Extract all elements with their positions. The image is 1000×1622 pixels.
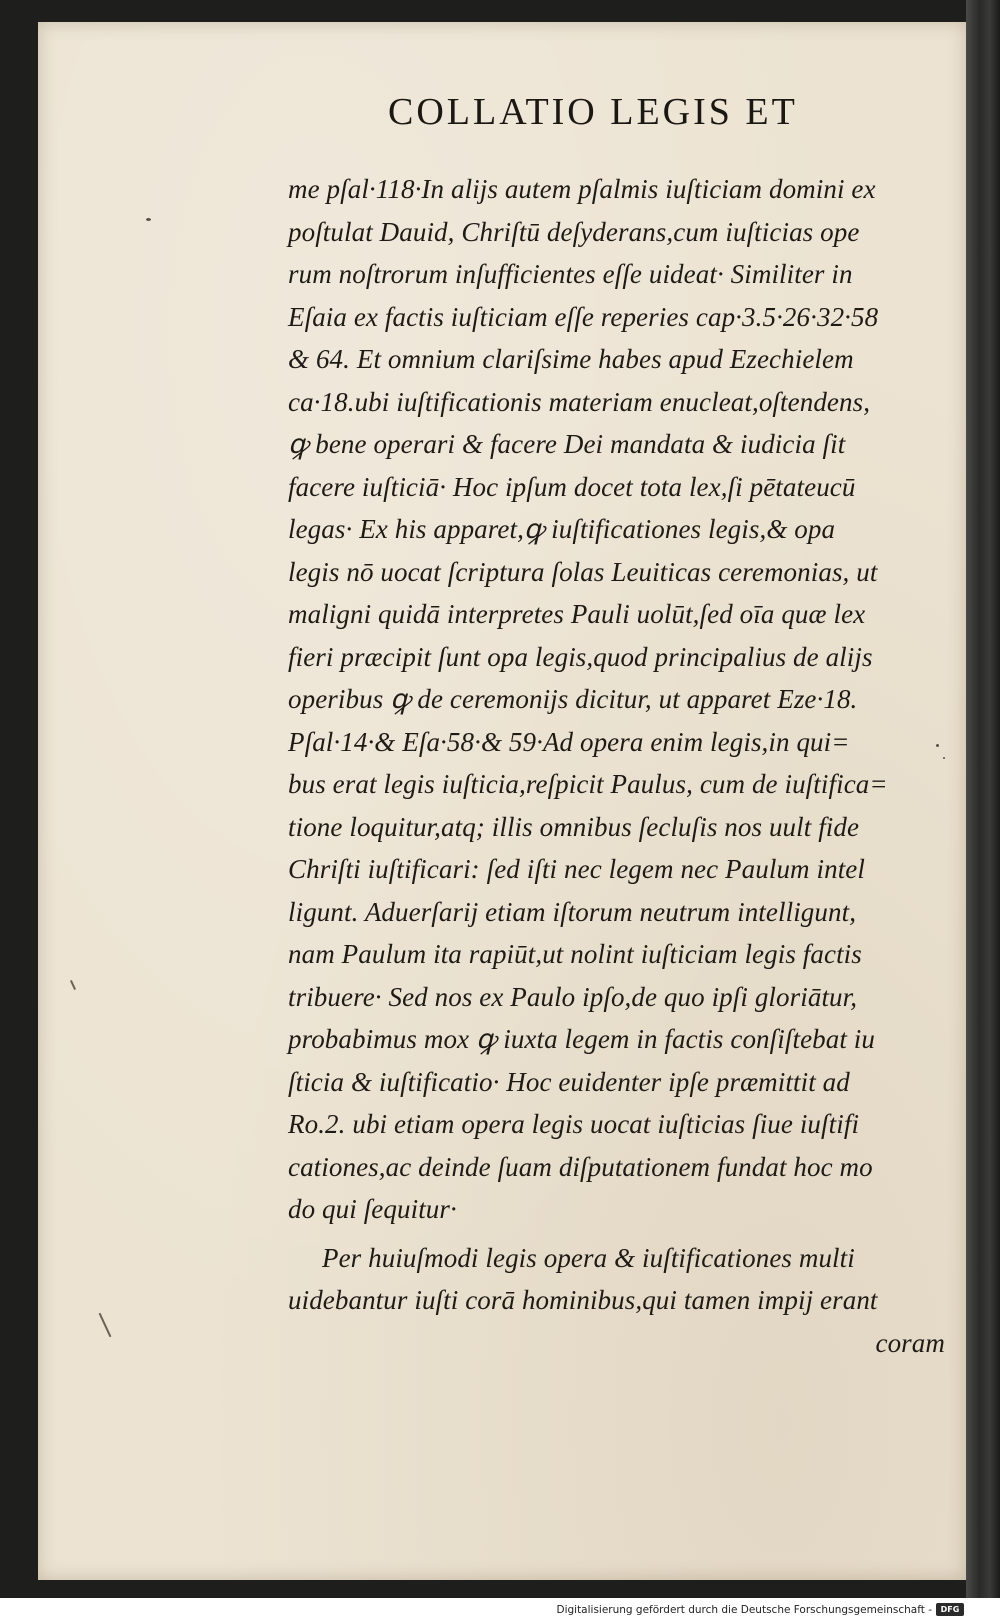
text-line: legas· Ex his apparet,ꝙ iuſtificationes legis,& opa <box>288 514 836 544</box>
dfg-logo: DFG <box>936 1603 964 1616</box>
text-line: Per huiuſmodi legis opera & iuſtificationes multi <box>322 1242 855 1273</box>
running-head: COLLATIO LEGIS ET <box>388 91 798 133</box>
text-line: facere iuſticiā· Hoc ipſum docet tota lex,ſi pētateucū <box>288 471 856 502</box>
text-line: ca·18.ubi iuſtificationis materiam enucleat,oſtendens, <box>288 386 871 417</box>
text-line: Eſaia ex factis iuſticiam eſſe reperies cap·3.5·26·32·58 <box>288 301 879 332</box>
text-line: Pſal·14·& Eſa·58·& 59·Ad opera enim legis,in qui= <box>288 726 850 757</box>
text-line: fieri præcipit ſunt opa legis,quod principalius de alijs <box>288 641 873 672</box>
body-text <box>288 168 953 1364</box>
book-page <box>38 22 966 1580</box>
text-line: probabimus mox ꝙ iuxta legem in factis conſiſtebat iu <box>288 1024 875 1054</box>
text-line: ꝙ bene operari & facere Dei mandata & iudicia ſit <box>288 429 846 459</box>
digitization-credit: Digitalisierung gefördert durch die Deutsche Forschungsgemeinschaft - <box>556 1604 932 1616</box>
text-line: poſtulat Dauid, Chriſtū deſyderans,cum iuſticias ope <box>288 216 860 247</box>
paper-speck <box>943 757 945 759</box>
text-line: ligunt. Aduerſarij etiam iſtorum neutrum intelligunt, <box>288 896 857 927</box>
margin-mark <box>70 980 76 990</box>
text-line: Ro.2. ubi etiam opera legis uocat iuſticias ſiue iuſtifi <box>288 1109 860 1139</box>
text-line: maligni quidā interpretes Pauli uolūt,ſed oīa quæ lex <box>288 599 866 629</box>
text-line: do qui ſequitur· <box>288 1194 457 1224</box>
text-line: bus erat legis iuſticia,reſpicit Paulus, cum de iuſtifica= <box>288 769 888 799</box>
text-line: uidebantur iuſti corā hominibus,qui tamen impij erant <box>288 1285 878 1315</box>
margin-mark <box>99 1313 112 1337</box>
text-line: Chriſti iuſtificari: ſed iſti nec legem nec Paulum intel <box>288 854 865 884</box>
paper-speck <box>936 744 939 747</box>
catchword: coram <box>875 1327 945 1358</box>
text-line: operibus ꝙ de ceremonijs dicitur, ut apparet Eze·18. <box>288 684 858 714</box>
text-line: tione loquitur,atq; illis omnibus ſecluſis nos uult fide <box>288 811 860 842</box>
text-line: tribuere· Sed nos ex Paulo ipſo,de quo ipſi gloriātur, <box>288 981 858 1012</box>
text-line: ſticia & iuſtificatio· Hoc euidenter ipſe præmittit ad <box>288 1066 850 1097</box>
text-line: rum noſtrorum inſufficientes eſſe uideat· Similiter in <box>288 259 853 289</box>
text-line: cationes,ac deinde ſuam diſputationem fundat hoc mo <box>288 1151 873 1182</box>
text-line: legis nō uocat ſcriptura ſolas Leuiticas ceremonias, ut <box>288 556 878 587</box>
text-line: me pſal·118·In alijs autem pſalmis iuſticiam domini ex <box>288 174 876 204</box>
book-binding-edge <box>966 0 1000 1598</box>
paper-speck <box>146 218 151 221</box>
text-line: nam Paulum ita rapiūt,ut nolint iuſticiam legis factis <box>288 939 862 969</box>
text-line: & 64. Et omnium clariſsime habes apud Ezechielem <box>288 344 854 374</box>
